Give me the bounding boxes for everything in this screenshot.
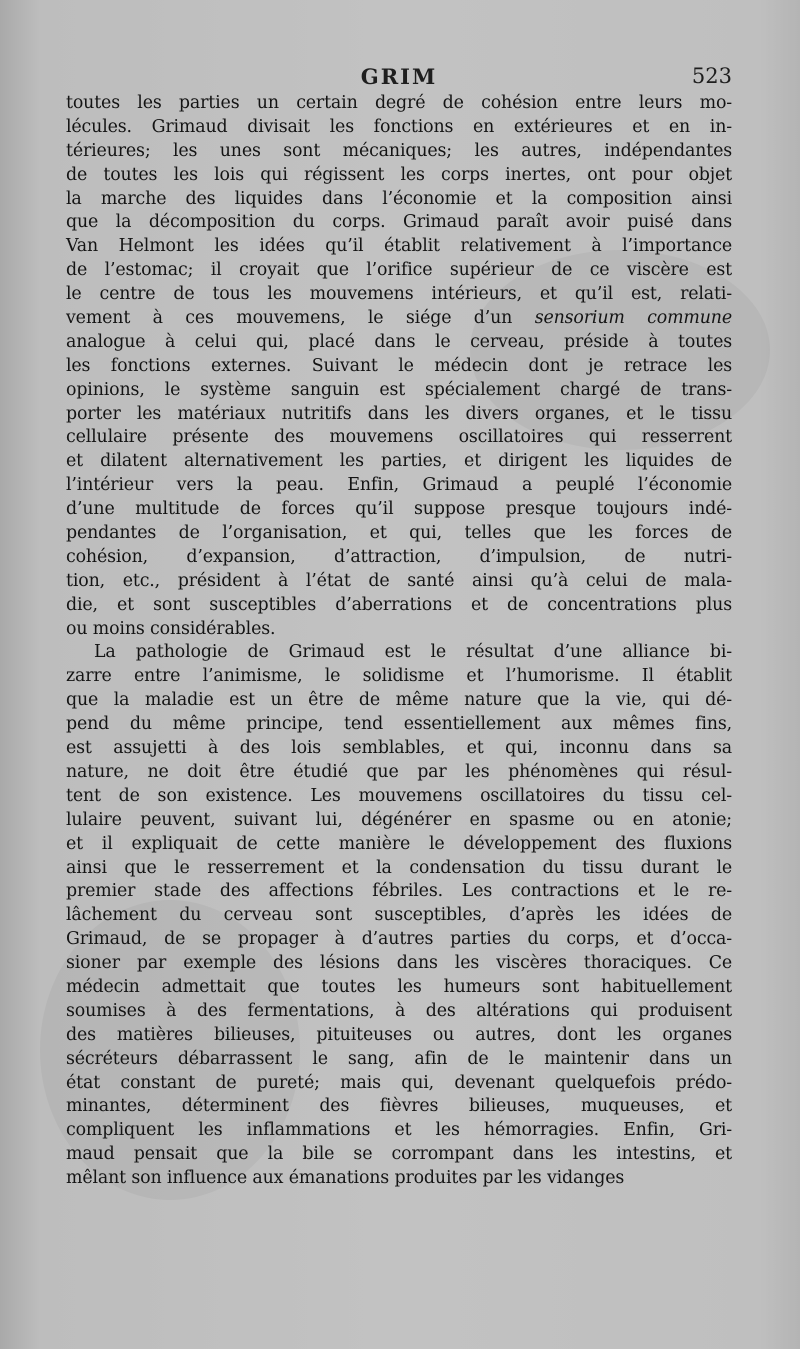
text-line: médecin admettait que toutes les humeurs sont habituellement (66, 976, 732, 997)
text-line: Van Helmont les idées qu’il établit relativement à l’importance (66, 236, 732, 257)
text-line: vement à ces mouvemens, le siége d’un sensorium commune (66, 308, 732, 329)
text-line: soumises à des fermentations, à des altérations qui produisent (66, 1000, 732, 1021)
text-line: tion, etc., président à l’état de santé ainsi qu’à celui de mala- (66, 570, 732, 591)
text-line: ou moins considérables. (66, 618, 276, 639)
running-head: GRIM (360, 64, 438, 89)
text-line: minantes, déterminent des fièvres bilieuses, muqueuses, et (66, 1096, 732, 1117)
text-line: et dilatent alternativement les parties, et dirigent les liquides de (66, 451, 732, 472)
text-line: de l’estomac; il croyait que l’orifice supérieur de ce viscère est (66, 260, 732, 281)
paragraph (66, 92, 732, 641)
text-line: maud pensait que la bile se corrompant dans les intestins, et (66, 1144, 732, 1165)
text-line: est assujetti à des lois semblables, et qui, inconnu dans sa (66, 738, 732, 759)
text-line: cohésion, d’expansion, d’attraction, d’impulsion, de nutri- (66, 546, 732, 567)
text-line: lulaire peuvent, suivant lui, dégénérer en spasme ou en atonie; (66, 809, 732, 830)
text-line: tent de son existence. Les mouvemens oscillatoires du tissu cel- (66, 785, 732, 806)
text-line: porter les matériaux nutritifs dans les divers organes, et le tissu (66, 403, 732, 424)
text-line: opinions, le système sanguin est spécialement chargé de trans- (66, 379, 732, 400)
text-line: toutes les parties un certain degré de cohésion entre leurs mo- (66, 93, 732, 113)
text-line: état constant de pureté; mais qui, devenant quelquefois prédo- (66, 1072, 732, 1093)
italic-term: sensorium commune (534, 308, 732, 329)
text-line: ainsi que le resserrement et la condensation du tissu durant le (66, 857, 732, 878)
text-line: zarre entre l’animisme, le solidisme et l’humorisme. Il établit (66, 666, 732, 687)
text-line: sécréteurs débarrassent le sang, afin de le maintenir dans un (66, 1048, 732, 1069)
text-line: que la maladie est un être de même nature que la vie, qui dé- (66, 690, 732, 711)
text-line: des matières bilieuses, pituiteuses ou autres, dont les organes (66, 1024, 732, 1045)
text-line: compliquent les inflammations et les hémorragies. Enfin, Gri- (66, 1120, 732, 1141)
text-line: Grimaud, de se propager à d’autres parties du corps, et d’occa- (66, 929, 732, 950)
text-line: de toutes les lois qui régissent les corps inertes, ont pour objet (66, 164, 732, 185)
page-header (66, 64, 732, 94)
text-line: lâchement du cerveau sont susceptibles, d’après les idées de (66, 905, 732, 926)
text-line: La pathologie de Grimaud est le résultat d’une alliance bi- (94, 642, 732, 663)
text-line: et il expliquait de cette manière le développement des fluxions (66, 833, 732, 854)
text-line: térieures; les unes sont mécaniques; les autres, indépendantes (66, 140, 732, 161)
text-line: die, et sont susceptibles d’aberrations et de concentrations plus (66, 594, 732, 615)
text-line: pend du même principe, tend essentiellement aux mêmes fins, (66, 714, 732, 735)
text-line: mêlant son influence aux émanations produites par les vidanges (66, 1168, 625, 1189)
text-line: sioner par exemple des lésions dans les viscères thoraciques. Ce (66, 953, 732, 974)
text-line: pendantes de l’organisation, et qui, telles que les forces de (66, 523, 732, 544)
text-line: d’une multitude de forces qu’il suppose presque toujours indé- (66, 499, 732, 520)
text-line: lécules. Grimaud divisait les fonctions en extérieures et en in- (66, 116, 732, 137)
text-line: cellulaire présente des mouvemens oscillatoires qui resserrent (66, 427, 732, 448)
body-text (66, 92, 732, 1191)
page-number: 523 (691, 64, 732, 88)
text-line: le centre de tous les mouvemens intérieurs, et qu’il est, relati- (66, 284, 732, 305)
text-line: que la décomposition du corps. Grimaud paraît avoir puisé dans (66, 212, 732, 233)
paragraph (66, 641, 732, 1190)
text-line: premier stade des affections fébriles. Les contractions et le re- (66, 881, 732, 902)
text-line: analogue à celui qui, placé dans le cerveau, préside à toutes (66, 331, 732, 352)
text-line: nature, ne doit être étudié que par les phénomènes qui résul- (66, 761, 732, 782)
text-line: l’intérieur vers la peau. Enfin, Grimaud a peuplé l’économie (66, 475, 732, 496)
text-line: la marche des liquides dans l’économie et la composition ainsi (66, 188, 732, 209)
text-line: les fonctions externes. Suivant le médecin dont je retrace les (66, 355, 732, 376)
